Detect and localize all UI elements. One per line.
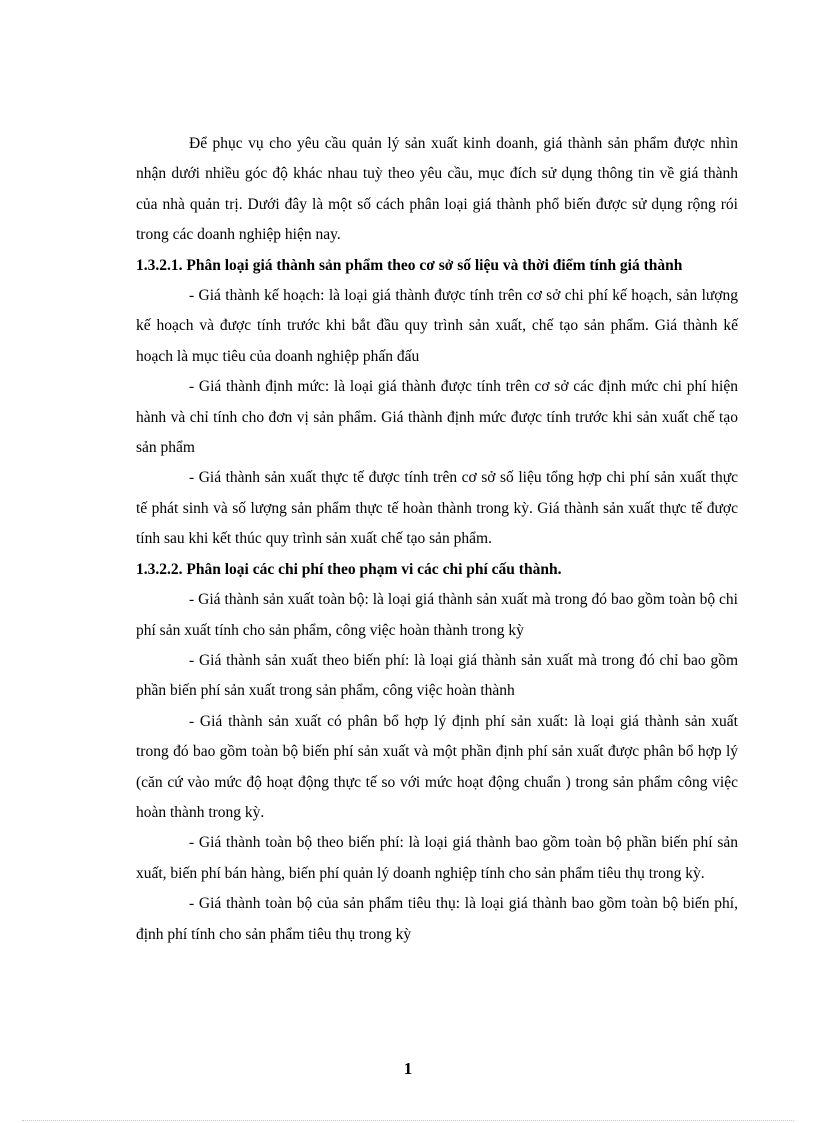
paragraph-full-cost-sold-products: - Giá thành toàn bộ của sản phẩm tiêu thụ: là loại giá thành bao gồm toàn bộ biến phí, định phí tính cho sản phẩm tiêu thụ trong kỳ [136,895,738,943]
paragraph-variable-production-cost: - Giá thành sản xuất theo biến phí: là loại giá thành sản xuất mà trong đó chỉ bao gồm phần biến phí sản xuất trong sản phẩm, công việc hoàn thành [136,651,738,700]
document-body [136,129,738,950]
section-heading-1-3-2-1: 1.3.2.1. Phân loại giá thành sản phẩm theo cơ sở số liệu và thời điểm tính giá thành [136,256,683,274]
paragraph-intro: Để phục vụ cho yêu cầu quản lý sản xuất kinh doanh, giá thành sản phẩm được nhìn nhận dưới nhiều góc độ khác nhau tuỳ theo yêu cầu, mục đích sử dụng thông tin về giá thành của nhà quản trị. Dưới đây là một số cách phân loại giá thành phổ biến được sử dụng rộng rói trong các doanh nghiệp hiện nay. [136,135,738,244]
paragraph-allocated-fixed-cost: - Giá thành sản xuất có phân bổ hợp lý định phí sản xuất: là loại giá thành sản xuất trong đó bao gồm toàn bộ biến phí sản xuất và một phần định phí sản xuất được phân bổ hợp lý (căn cứ vào mức độ hoạt động thực tế so với mức hoạt động chuẩn ) trong sản phẩm công việc hoàn thành trong kỳ. [136,712,738,821]
paragraph-standard-cost: - Giá thành định mức: là loại giá thành được tính trên cơ sở các định mức chi phí hiện hành và chỉ tính cho đơn vị sản phẩm. Giá thành định mức được tính trước khi sản xuất chế tạo sản phẩm [136,378,738,457]
paragraph-planned-cost: - Giá thành kế hoạch: là loại giá thành được tính trên cơ sở chi phí kế hoạch, sản lượng kế hoạch và được tính trước khi bắt đầu quy trình sản xuất, chế tạo sản phẩm. Giá thành kế hoạch là mục tiêu của doanh nghiệp phấn đấu [136,287,738,365]
paragraph-full-variable-cost: - Giá thành toàn bộ theo biến phí: là loại giá thành bao gồm toàn bộ phần biến phí sản xuất, biến phí bán hàng, biến phí quản lý doanh nghiệp tính cho sản phẩm tiêu thụ trong kỳ. [136,834,738,882]
page-number: 1 [403,1059,413,1078]
paragraph-full-production-cost: - Giá thành sản xuất toàn bộ: là loại giá thành sản xuất mà trong đó bao gồm toàn bộ chi phí sản xuất tính cho sản phẩm, công việc hoàn thành trong kỳ [136,591,738,639]
page-bottom-divider [22,1120,794,1121]
paragraph-actual-cost: - Giá thành sản xuất thực tế được tính trên cơ sở số liệu tổng hợp chi phí sản xuất thực tế phát sinh và số lượng sản phẩm thực tế hoàn thành trong kỳ. Giá thành sản xuất thực tế được tính sau khi kết thúc quy trình sản xuất chế tạo sản phẩm. [136,469,738,548]
section-heading-1-3-2-2: 1.3.2.2. Phân loại các chi phí theo phạm vi các chi phí cấu thành. [136,560,562,578]
